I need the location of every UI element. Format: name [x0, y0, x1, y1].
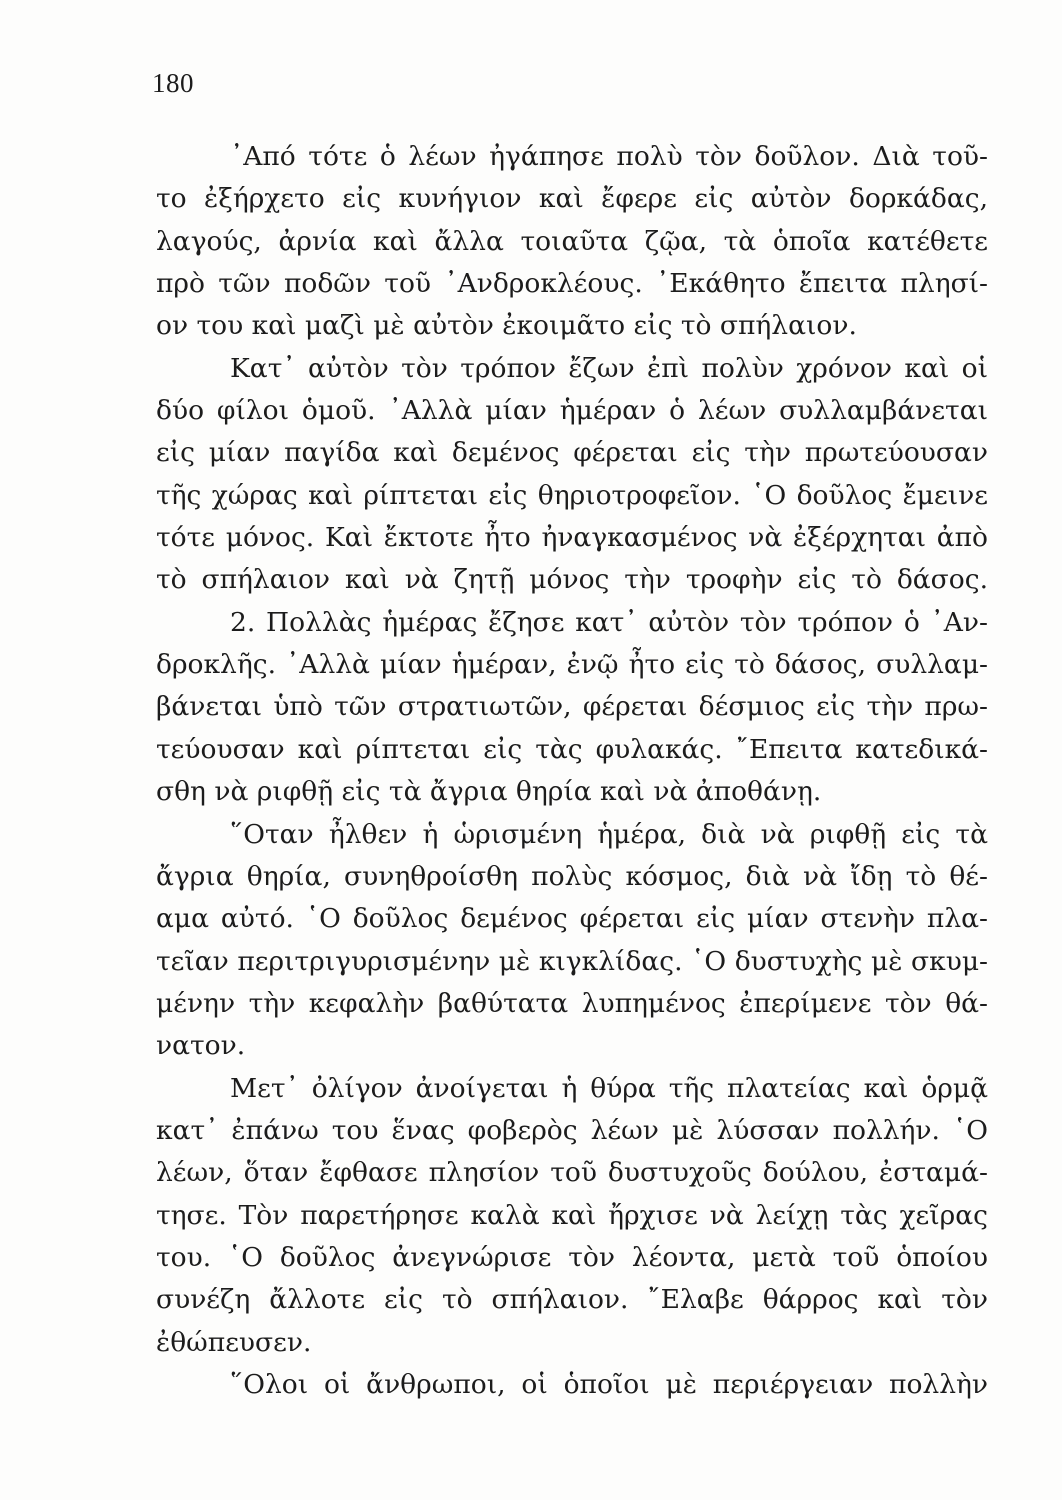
text-line: νατον. [156, 1030, 246, 1062]
text-line: τὸ σπήλαιον καὶ νὰ ζητῇ μόνος τὴν τροφὴν εἰς τὸ δάσος. [156, 564, 988, 596]
text-line: του. ῾Ο δοῦλος ἀνεγνώρισε τὸν λέοντα, μετὰ τοῦ ὁποίου [156, 1241, 988, 1273]
body-text [156, 136, 988, 1406]
text-line: τῆς χώρας καὶ ρίπτεται εἰς θηριοτροφεῖον. ῾Ο δοῦλος ἔμεινε [156, 479, 988, 511]
text-line: τότε μόνος. Καὶ ἔκτοτε ἦτο ἠναγκασμένος νὰ ἐξέρχηται ἀπὸ [156, 522, 988, 554]
text-line: Μετ᾿ ὀλίγον ἀνοίγεται ἡ θύρα τῆς πλατείας καὶ ὁρμᾷ [230, 1072, 988, 1104]
page-number: 180 [152, 68, 194, 98]
text-line: ῞Ολοι οἱ ἄνθρωποι, οἱ ὁποῖοι μὲ περιέργειαν πολλὴν [230, 1368, 988, 1400]
text-line: τεῖαν περιτριγυρισμένην μὲ κιγκλίδας. ῾Ο δυστυχὴς μὲ σκυμ- [156, 945, 988, 977]
text-line: λέων, ὅταν ἔφθασε πλησίον τοῦ δυστυχοῦς δούλου, ἐσταμά- [156, 1157, 988, 1189]
text-line: λαγούς, ἀρνία καὶ ἄλλα τοιαῦτα ζῷα, τὰ ὁποῖα κατέθετε [156, 225, 988, 257]
text-line: τησε. Τὸν παρετήρησε καλὰ καὶ ἤρχισε νὰ λείχῃ τὰς χεῖρας [156, 1199, 988, 1231]
text-line: 2. Πολλὰς ἡμέρας ἔζησε κατ᾿ αὐτὸν τὸν τρόπον ὁ ᾿Αν- [230, 606, 988, 638]
text-line: συνέζη ἄλλοτε εἰς τὸ σπήλαιον. ῎Ελαβε θάρρος καὶ τὸν [156, 1284, 988, 1316]
text-line: αμα αὐτό. ῾Ο δοῦλος δεμένος φέρεται εἰς μίαν στενὴν πλα- [156, 903, 988, 935]
text-line: δροκλῆς. ᾿Αλλὰ μίαν ἡμέραν, ἐνῷ ἦτο εἰς τὸ δάσος, συλλαμ- [156, 649, 988, 681]
text-line: κατ᾿ ἐπάνω του ἕνας φοβερὸς λέων μὲ λύσσαν πολλήν. ῾Ο [156, 1114, 988, 1146]
text-line: ῞Οταν ἦλθεν ἡ ὡρισμένη ἡμέρα, διὰ νὰ ριφθῇ εἰς τὰ [230, 818, 988, 850]
text-line: τεύουσαν καὶ ρίπτεται εἰς τὰς φυλακάς. ῎Επειτα κατεδικά- [156, 733, 988, 765]
text-line: ον του καὶ μαζὶ μὲ αὐτὸν ἐκοιμᾶτο εἰς τὸ σπήλαιον. [156, 310, 857, 342]
text-line: δύο φίλοι ὁμοῦ. ᾿Αλλὰ μίαν ἡμέραν ὁ λέων συλλαμβάνεται [156, 395, 988, 427]
text-line: ἄγρια θηρία, συνηθροίσθη πολὺς κόσμος, διὰ νὰ ἴδῃ τὸ θέ- [156, 860, 988, 892]
text-line: ᾿Από τότε ὁ λέων ἠγάπησε πολὺ τὸν δοῦλον. Διὰ τοῦ- [230, 141, 988, 172]
text-line: πρὸ τῶν ποδῶν τοῦ ᾿Ανδροκλέους. ᾿Εκάθητο ἔπειτα πλησί- [156, 268, 988, 300]
text-line: το ἐξήρχετο εἰς κυνήγιον καὶ ἔφερε εἰς αὐτὸν δορκάδας, [156, 183, 988, 215]
text-line: μένην τὴν κεφαλὴν βαθύτατα λυπημένος ἐπερίμενε τὸν θά- [156, 987, 988, 1019]
text-line: σθη νὰ ριφθῇ εἰς τὰ ἄγρια θηρία καὶ νὰ ἀποθάνῃ. [156, 776, 822, 808]
text-line: Κατ᾿ αὐτὸν τὸν τρόπον ἔζων ἐπὶ πολὺν χρόνον καὶ οἱ [230, 352, 988, 384]
text-line: βάνεται ὑπὸ τῶν στρατιωτῶν, φέρεται δέσμιος εἰς τὴν πρω- [156, 691, 988, 723]
text-line: εἰς μίαν παγίδα καὶ δεμένος φέρεται εἰς τὴν πρωτεύουσαν [156, 437, 988, 469]
text-line: ἐθώπευσεν. [156, 1326, 312, 1358]
